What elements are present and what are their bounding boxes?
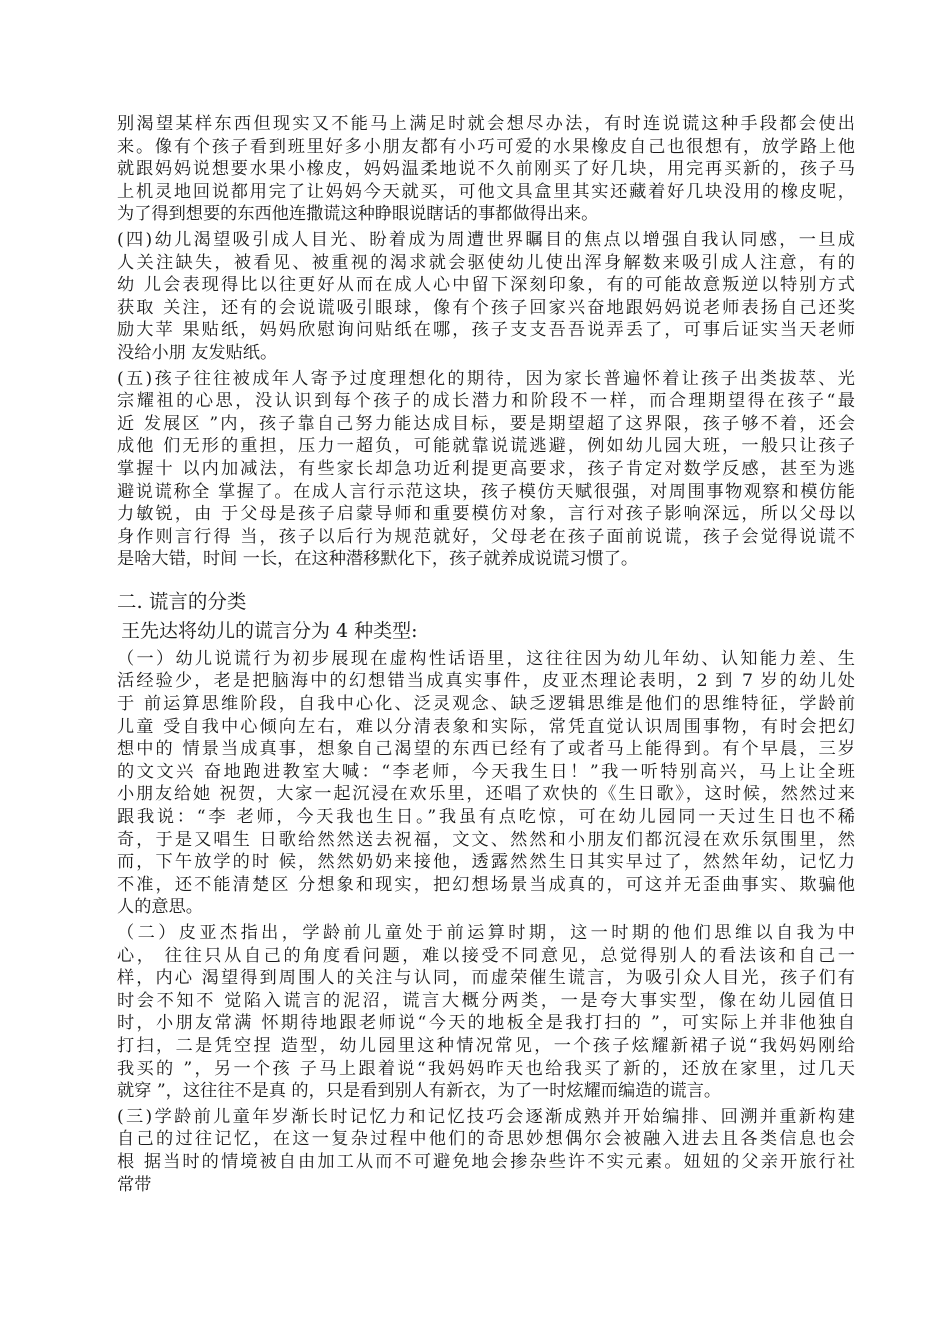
text-line: 就穿 ”，这往往不是真 的，只是看到别人有新衣，为了一时炫耀而编造的谎言。: [117, 1081, 722, 1102]
text-line: 根 据当时的情境被自由加工从而不可避免地会掺杂些许不实元素。妞妞的父亲开旅行社: [117, 1151, 855, 1172]
paragraph-block1: [117, 113, 855, 226]
text-line: 常带: [117, 1174, 152, 1195]
text-line: 没给小朋 友发贴纸。: [117, 342, 278, 363]
paragraph-block4: [117, 648, 855, 919]
text-line: (五)孩子往往被成年人寄予过度理想化的期待，因为家长普遍怀着让孩子出类拔萃、光: [117, 368, 855, 389]
text-line: 就跟妈妈说想要水果小橡皮，妈妈温柔地说不久前刚买了好几块，用完再买新的，孩子马: [117, 159, 855, 180]
text-line: 励大苹 果贴纸，妈妈欣慰询问贴纸在哪，孩子支支吾吾说弄丢了，可事后证实当天老师: [117, 320, 855, 341]
text-line: 成他 们无形的重担，压力一超负，可能就靠说谎逃避，例如幼儿园大班，一般只让孩子: [117, 436, 855, 457]
text-line: 来。像有个孩子看到班里好多小朋友都有小巧可爱的水果橡皮自己也很想有，放学路上他: [117, 136, 855, 157]
paragraph-block6: [117, 1106, 855, 1196]
text-line: 跟我说：“李 老师，今天我也生日。”我虽有点吃惊，可在幼儿园同一天过生日也不稀: [117, 807, 855, 828]
section-subheading: 王先达将幼儿的谎言分为 4 种类型:: [121, 619, 418, 642]
text-line: 心， 往往只从自己的角度看问题，难以接受不同意见，总觉得别人的看法该和自己一: [117, 945, 855, 966]
text-line: 活经验少，老是把脑海中的幻想错当成真实事件，皮亚杰理论表明，2 到 7 岁的幼儿处: [117, 671, 855, 692]
text-line: 人的意思。: [117, 897, 203, 918]
text-line: 掌握十 以内加减法，有些家长却急功近利提更高要求，孩子肯定对数学反感，甚至为逃: [117, 458, 855, 479]
section-heading: 二. 谎言的分类: [117, 589, 247, 613]
text-line: 自己的过往记忆，在这一复杂过程中他们的奇思妙想偶尔会被融入进去且各类信息也会: [117, 1129, 855, 1150]
text-line: 而，下午放学的时 候，然然奶奶来接他，透露然然生日其实早过了，然然年幼，记忆力: [117, 852, 855, 873]
text-line: 时，小朋友常满 怀期待地跟老师说“今天的地板全是我打扫的 ”，可实际上并非他独自: [117, 1013, 855, 1034]
text-line: 不准，还不能清楚区 分想象和现实，把幻想场景当成真的，可这并无歪曲事实、欺骗他: [117, 874, 855, 895]
text-line: 是啥大错，时间 一长，在这种潜移默化下，孩子就养成说谎习惯了。: [117, 549, 639, 570]
paragraph-block5: [117, 922, 855, 1103]
text-line: 的文文兴 奋地跑进教室大喊：“李老师，今天我生日！”我一听特别高兴，马上让全班: [117, 761, 855, 782]
text-line: 别渴望某样东西但现实又不能马上满足时就会想尽办法，有时连说谎这种手段都会使出: [117, 114, 855, 134]
document-page: [117, 113, 855, 1196]
text-line: 时会不知不 觉陷入谎言的泥沼，谎言大概分两类，一是夸大事实型，像在幼儿园值日: [117, 990, 855, 1011]
text-line: 想中的 情景当成真事，想象自己渴望的东西已经有了或者马上能得到。有个早晨，三岁: [117, 739, 855, 760]
text-line: (四)幼儿渴望吸引成人目光、盼着成为周遭世界瞩目的焦点以增强自我认同感，一旦成: [117, 229, 855, 250]
text-line: （二）皮亚杰指出，学龄前儿童处于前运算时期，这一时期的他们思维以自我为中: [117, 923, 855, 943]
text-line: 获取 关注，还有的会说谎吸引眼球，像有个孩子回家兴奋地跟妈妈说老师表扬自己还奖: [117, 297, 855, 318]
text-line: 小朋友给她 祝贺，大家一起沉浸在欢乐里，还唱了欢快的《生日歌》，这时候，然然过来: [117, 784, 855, 805]
text-line: （一）幼儿说谎行为初步展现在虚构性话语里，这往往因为幼儿年幼、认知能力差、生: [117, 648, 855, 669]
text-line: 近 发展区 ”内，孩子靠自己努力能达成目标，要是期望超了这界限，孩子够不着，还会: [117, 413, 855, 434]
text-line: 人关注缺失，被看见、被重视的渴求就会驱使幼儿使出浑身解数来吸引成人注意，有的: [117, 252, 855, 273]
text-line: 力敏锐，由 于父母是孩子启蒙导师和重要模仿对象，言行对孩子影响深远，所以父母以: [117, 504, 855, 525]
text-line: 样，内心 渴望得到周围人的关注与认同，而虚荣催生谎言，为吸引众人目光，孩子们有: [117, 968, 855, 989]
text-line: 打扫，二是凭空捏 造型，幼儿园里这种情况常见，一个孩子炫耀新裙子说“我妈妈刚给: [117, 1035, 855, 1056]
text-line: 为了得到想要的东西他连撒谎这种睁眼说瞎话的事都做得出来。: [117, 204, 599, 225]
text-line: 宗耀祖的心思，没认识到每个孩子的成长潜力和阶段不一样，而合理期望得在孩子“最: [117, 391, 855, 412]
paragraph-block3: [117, 368, 855, 571]
text-line: 于 前运算思维阶段，自我中心化、泛灵观念、缺乏逻辑思维是他们的思维特征，学龄前: [117, 694, 855, 715]
text-line: 身作则言行得 当，孩子以后行为规范就好，父母老在孩子面前说谎，孩子会觉得说谎不: [117, 526, 855, 547]
text-line: 上机灵地回说都用完了让妈妈今天就买，可他文具盒里其实还藏着好几块没用的橡皮呢，: [117, 181, 855, 202]
text-line: 奇，于是又唱生 日歌给然然送去祝福，文文、然然和小朋友们都沉浸在欢乐氛围里，然: [117, 829, 855, 850]
text-line: (三)学龄前儿童年岁渐长时记忆力和记忆技巧会逐渐成熟并开始编排、回溯并重新构建: [117, 1106, 855, 1127]
text-line: 我买的 ”，另一个孩 子马上跟着说“我妈妈昨天也给我买了新的，还放在家里，过几天: [117, 1058, 855, 1079]
text-line: 避说谎称全 掌握了。在成人言行示范这块，孩子模仿天赋很强，对周围事物观察和模仿能: [117, 481, 855, 502]
text-line: 幼 儿会表现得比以往更好从而在成人心中留下深刻印象，有的可能故意叛逆以特别方式: [117, 275, 855, 296]
paragraph-block2: [117, 229, 855, 365]
text-line: 儿童 受自我中心倾向左右，难以分清表象和实际，常凭直觉认识周围事物，有时会把幻: [117, 716, 855, 737]
